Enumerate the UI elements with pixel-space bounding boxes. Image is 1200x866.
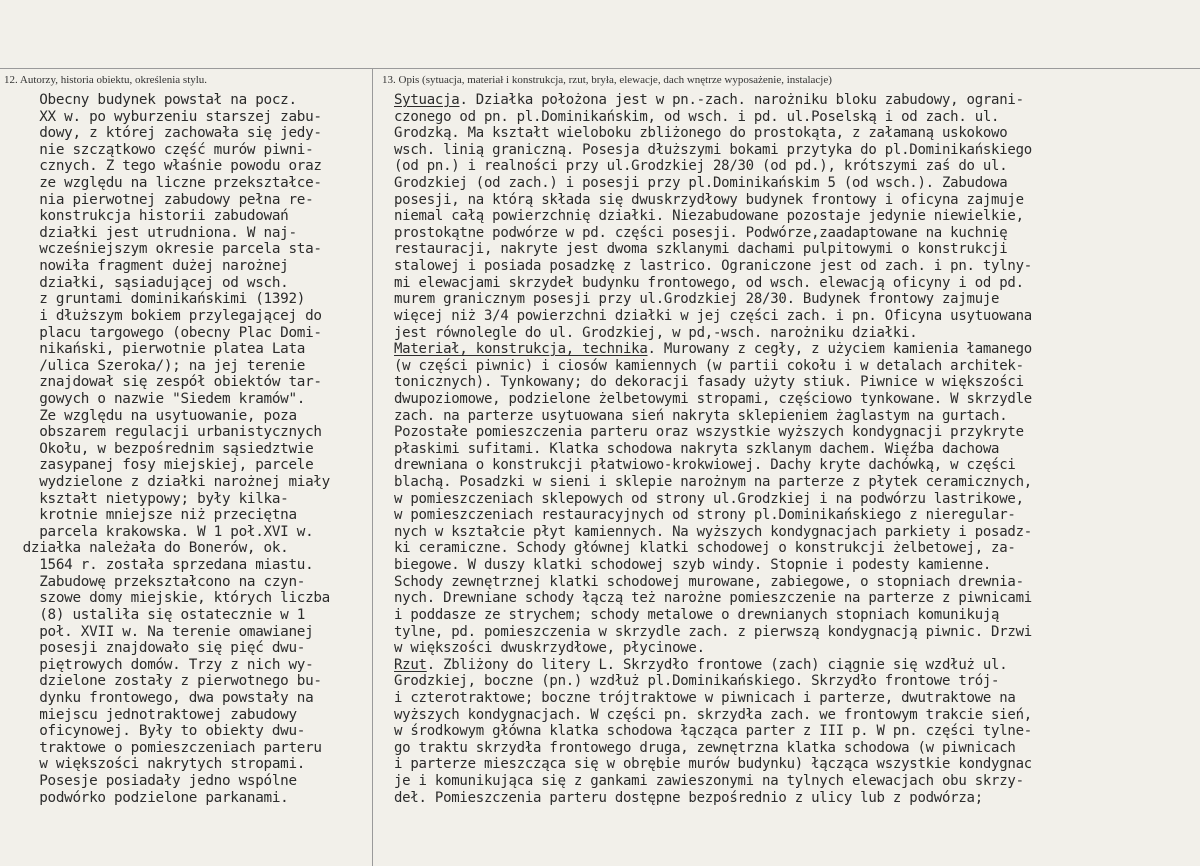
text-line <box>394 657 1200 674</box>
text-line: Obecny budynek powstał na pocz. <box>6 92 297 108</box>
section-12-header: 12. Autorzy, historia obiektu, określenia stylu. <box>4 74 208 86</box>
text-line: piętrowych domów. Trzy z nich wy- <box>6 656 314 673</box>
text-line: XX w. po wyburzeniu starszej zabu- <box>6 108 322 125</box>
line-text: i czterotraktowe; boczne trójtraktowe w piwnicach i parterze, dwutraktowe na <box>394 689 1016 706</box>
top-rule <box>0 68 1200 69</box>
text-line <box>394 723 1200 740</box>
line-text: Grodzkiej (od zach.) i posesji przy pl.Dominikańskim 5 (od wsch.). Zabudowa <box>394 175 1008 192</box>
text-line <box>394 707 1200 724</box>
line-text: deł. Pomieszczenia parteru dostępne bezpośrednio z ulicy lub z podwórza; <box>394 789 983 806</box>
text-line: nia pierwotnej zabudowy pełna re- <box>6 191 314 208</box>
text-line: kształt nietypowy; były kilka- <box>6 490 289 507</box>
text-line: Okołu, w bezpośrednim sąsiedztwie <box>6 440 314 457</box>
text-line <box>394 590 1200 607</box>
text-line: Zabudowę przekształcono na czyn- <box>6 573 306 590</box>
line-text: . Działka położona jest w pn.-zach. narożniku bloku zabudowy, ograni- <box>459 92 1024 108</box>
text-line <box>394 790 1200 807</box>
line-text: je i komunikująca się z gankami zawieszonymi na tylnych elewacjach obu skrzy- <box>394 772 1024 789</box>
line-text: stalowej i posiada posadzkę z lastrico. Ograniczone jest od zach. i pn. tylny- <box>394 258 1032 275</box>
text-line <box>394 208 1200 225</box>
text-line <box>394 441 1200 458</box>
text-line <box>394 258 1200 275</box>
text-line <box>394 457 1200 474</box>
text-line <box>394 424 1200 441</box>
description-text-column <box>394 92 1200 806</box>
text-line <box>394 756 1200 773</box>
text-line <box>394 92 1200 109</box>
text-line: placu targowego (obecny Plac Domi- <box>6 324 322 341</box>
line-text: niemal całą powierzchnię działki. Niezabudowane pozostaje jedynie niewielkie, <box>394 208 1024 225</box>
text-line: nowiła fragment dużej narożnej <box>6 258 289 275</box>
line-text: płaskimi sufitami. Klatka schodowa nakryta szklanym dachem. Więźba dachowa <box>394 440 1000 457</box>
text-line <box>394 142 1200 159</box>
text-line <box>394 507 1200 524</box>
text-line: dynku frontowego, dwa powstały na <box>6 689 314 706</box>
text-line: w większości nakrytych stropami. <box>6 756 306 773</box>
text-line <box>394 158 1200 175</box>
line-text: wyższych kondygnacjach. W części pn. skrzydła zach. we frontowym trakcie sień, <box>394 706 1032 723</box>
text-line <box>394 308 1200 325</box>
text-line <box>394 474 1200 491</box>
text-line <box>394 175 1200 192</box>
column-divider <box>372 68 373 866</box>
text-line: zasypanej fosy miejskiej, parcele <box>6 457 314 474</box>
text-line: Posesje posiadały jedno wspólne <box>6 772 297 789</box>
text-line: działki, sąsiadującej od wsch. <box>6 274 289 291</box>
text-line <box>394 624 1200 641</box>
text-line: dowy, z której zachowała się jedy- <box>6 125 322 142</box>
line-text: w większości dwuskrzydłowe, płycinowe. <box>394 640 705 657</box>
section-13-header: 13. Opis (sytuacja, materiał i konstrukcja, rzut, bryła, elewacje, dach wnętrze wyposażenie, instalacje) <box>382 74 832 86</box>
text-line <box>394 225 1200 242</box>
text-line <box>394 408 1200 425</box>
text-line: traktowe o pomieszczeniach parteru <box>6 739 322 756</box>
line-text: prostokątne podwórze w pd. części posesji. Podwórze,zaadaptowane na kuchnię <box>394 224 1008 241</box>
text-line: cznych. Z tego właśnie powodu oraz <box>6 158 322 175</box>
line-text: . Murowany z cegły, z użyciem kamienia łamanego <box>647 341 1032 358</box>
text-line: ze względu na liczne przekształce- <box>6 175 322 192</box>
text-line <box>394 358 1200 375</box>
text-line <box>394 325 1200 342</box>
text-line: krotnie mniejsze niż przeciętna <box>6 507 297 524</box>
text-line <box>394 773 1200 790</box>
text-line: szowe domy miejskie, których liczba <box>6 590 330 607</box>
text-line <box>394 574 1200 591</box>
line-text: Grodzkiej, boczne (pn.) wzdłuż pl.Dominikańskiego. Skrzydło frontowe trój- <box>394 673 1000 690</box>
text-line <box>394 125 1200 142</box>
line-text: (w części piwnic) i ciosów kamiennych (w partii cokołu i w detalach architek- <box>394 357 1024 374</box>
text-line: wydzielone z działki narożnej miały <box>6 474 330 491</box>
text-line: znajdował się zespół obiektów tar- <box>6 374 322 391</box>
line-text: (od pn.) i realności przy ul.Grodzkiej 28/30 (od pd.), krótszymi zaś do ul. <box>394 158 1008 175</box>
line-text: czonego od pn. pl.Dominikańskim, od wsch. i pd. ul.Poselską i od zach. ul. <box>394 108 1000 125</box>
text-line: i dłuższym bokiem przylegającej do <box>6 307 322 324</box>
line-text: posesji, na którą składa się dwuskrzydłowy budynek frontowy i oficyna zajmuje <box>394 191 1024 208</box>
text-line: podwórko podzielone parkanami. <box>6 789 289 806</box>
line-text: i parterze mieszcząca się w obrębie murów budynku) łącząca wszystkie kondygnac <box>394 756 1032 773</box>
section-heading: Sytuacja <box>394 92 460 108</box>
line-text: jest równolegle do ul. Grodzkiej, w pd,-wsch. narożniku działki. <box>394 324 918 341</box>
text-line: posesji znajdowało się pięć dwu- <box>6 640 306 657</box>
line-text: Grodzką. Ma kształt wieloboku zbliżonego do prostokąta, z załamaną uskokowo <box>394 125 1008 142</box>
line-text: zach. na parterze usytuowana sień nakryta sklepieniem żaglastym na gurtach. <box>394 407 1008 424</box>
text-line: dzielone zostały z pierwotnego bu- <box>6 673 322 690</box>
text-line: nikański, pierwotnie platea Lata <box>6 341 306 358</box>
text-line <box>394 291 1200 308</box>
line-text: i poddasze ze strychem; schody metalowe o drewnianych stopniach komunikują <box>394 606 1000 623</box>
line-text: murem granicznym posesji przy ul.Grodzkiej 28/30. Budynek frontowy zajmuje <box>394 291 1000 308</box>
text-line: oficynowej. Były to obiekty dwu- <box>6 723 306 740</box>
text-line <box>394 109 1200 126</box>
line-text: dwupoziomowe, podzielone żelbetowymi stropami, częściowo tynkowane. W skrzydle <box>394 390 1032 407</box>
text-line <box>394 491 1200 508</box>
line-text: biegowe. W duszy klatki schodowej szyb windy. Stopnie i podesty kamienne. <box>394 557 992 574</box>
line-text: w środkowym główna klatka schodowa łącząca parter z III p. W pn. części tylne- <box>394 723 1032 740</box>
text-line: gowych o nazwie "Siedem kramów". <box>6 390 306 407</box>
text-line <box>394 374 1200 391</box>
line-text: nych. Drewniane schody łączą też narożne pomieszczenie na parterze z piwnicami <box>394 590 1032 607</box>
text-line <box>394 640 1200 657</box>
section-heading: Materiał, konstrukcja, technika <box>394 341 648 358</box>
section-heading: Rzut <box>394 656 427 673</box>
text-line: parcela krakowska. W 1 poł.XVI w. <box>6 523 314 540</box>
text-line: konstrukcja historii zabudowań <box>6 208 289 225</box>
text-line <box>394 607 1200 624</box>
line-text: w pomieszczeniach restauracyjnych od strony pl.Dominikańskiego z nieregular- <box>394 507 1016 524</box>
text-line: obszarem regulacji urbanistycznych <box>6 424 322 441</box>
line-text: Pozostałe pomieszczenia parteru oraz wszystkie wyższych kondygnacji przykryte <box>394 424 1024 441</box>
text-line <box>394 241 1200 258</box>
text-line: działki jest utrudniona. W naj- <box>6 224 297 241</box>
line-text: wsch. linią graniczną. Posesja dłuższymi bokami przytyka do pl.Dominikańskiego <box>394 141 1032 158</box>
text-line: poł. XVII w. Na terenie omawianej <box>6 623 314 640</box>
line-text: tylne, pd. pomieszczenia w skrzydle zach. z pierwszą kondygnacją piwnic. Drzwi <box>394 623 1032 640</box>
line-text: . Zbliżony do litery L. Skrzydło frontowe (zach) ciągnie się wzdłuż ul. <box>426 656 1008 673</box>
text-line: nie szczątkowo część murów piwni- <box>6 141 314 158</box>
line-text: nych w kształcie płyt kamiennych. Na wyższych kondygnacjach parkiety i posadz- <box>394 523 1032 540</box>
text-line: 1564 r. została sprzedana miastu. <box>6 557 314 574</box>
text-line <box>394 192 1200 209</box>
line-text: więcej niż 3/4 powierzchni działki w jej części zach. i pn. Oficyna usytuowana <box>394 307 1032 324</box>
text-line: wcześniejszym okresie parcela sta- <box>6 241 322 258</box>
text-line: miejscu jednotraktowej zabudowy <box>6 706 297 723</box>
text-line <box>394 673 1200 690</box>
line-text: w pomieszczeniach sklepowych od strony ul.Grodzkiej i na podwórzu lastrikowe, <box>394 490 1024 507</box>
text-line <box>394 740 1200 757</box>
line-text: Schody zewnętrznej klatki schodowej murowane, zabiegowe, o stopniach drewnia- <box>394 573 1024 590</box>
line-text: drewniana o konstrukcji płatwiowo-krokwiowej. Dachy kryte dachówką, w części <box>394 457 1016 474</box>
line-text: tonicznych). Tynkowany; do dekoracji fasady użyty stiuk. Piwnice w większości <box>394 374 1024 391</box>
text-line <box>394 540 1200 557</box>
text-line <box>394 341 1200 358</box>
text-line <box>394 275 1200 292</box>
text-line <box>394 391 1200 408</box>
line-text: ki ceramiczne. Schody głównej klatki schodowej o konstrukcji żelbetowej, za- <box>394 540 1016 557</box>
text-line <box>394 557 1200 574</box>
text-line <box>394 524 1200 541</box>
line-text: go traktu skrzydła frontowego druga, zewnętrzna klatka schodowa (w piwnicach <box>394 739 1016 756</box>
line-text: restauracji, nakryte jest dwoma szklanymi dachami pulpitowymi o konstrukcji <box>394 241 1008 258</box>
text-line: (8) ustaliła się ostatecznie w 1 <box>6 606 306 623</box>
line-text: blachą. Posadzki w sieni i sklepie narożnym na parterze z płytek ceramicznych, <box>394 474 1032 491</box>
text-line: działka należała do Bonerów, ok. <box>6 540 289 557</box>
text-line: z gruntami dominikańskimi (1392) <box>6 291 306 308</box>
text-line: Ze względu na usytuowanie, poza <box>6 407 297 424</box>
text-line <box>394 690 1200 707</box>
line-text: mi elewacjami skrzydeł budynku frontowego, od wsch. elewacją oficyny i od pd. <box>394 274 1024 291</box>
history-text-column <box>6 92 368 806</box>
text-line: /ulica Szeroka/); na jej terenie <box>6 357 306 374</box>
